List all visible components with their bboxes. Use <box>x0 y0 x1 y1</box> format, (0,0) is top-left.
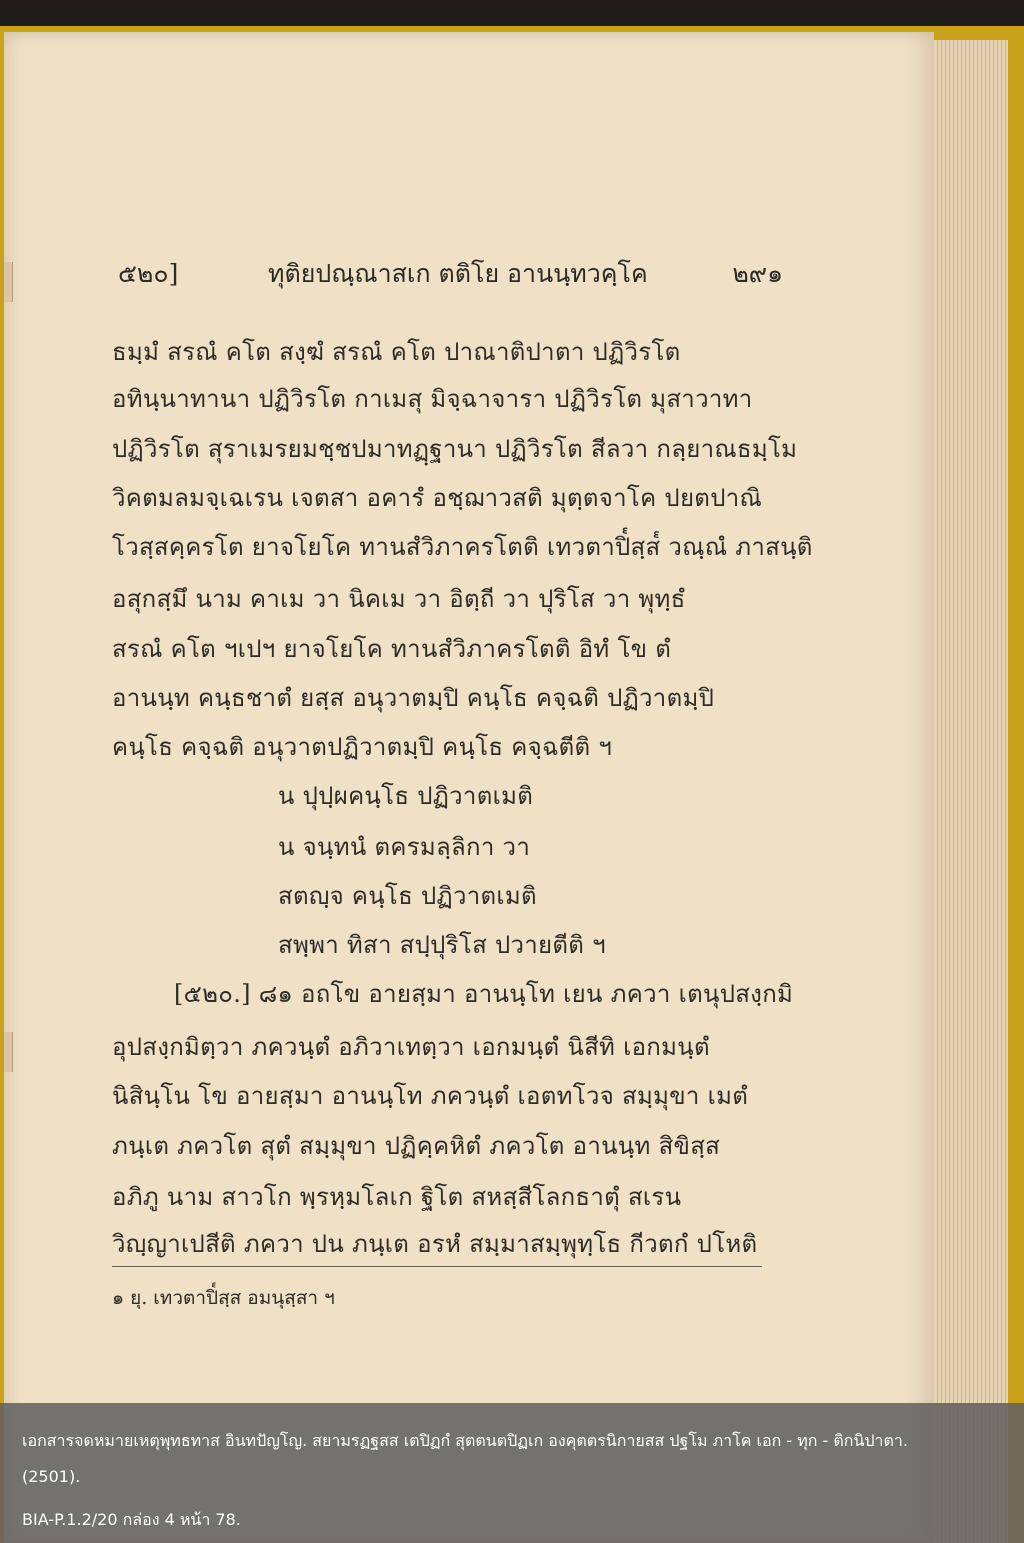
text-line: อานนฺท คนฺธชาตํ ยสฺส อนุวาตมฺปิ คนฺโธ คจฺฉติ ปฏิวาตมฺปิ <box>112 684 715 712</box>
text-line: ภนฺเต ภควโต สุตํ สมฺมุขา ปฏิคฺคหิตํ ภควโต อานนฺท สิขิสฺส <box>112 1132 721 1160</box>
text-line: คนฺโธ คจฺฉติ อนุวาตปฏิวาตมฺปิ คนฺโธ คจฺฉตีติ ฯ <box>112 733 613 761</box>
text-line: นิสินฺโน โข อายสฺมา อานนฺโท ภควนฺตํ เอตทโวจ สมฺมุขา เมตํ <box>112 1082 749 1110</box>
caption-year: (2501). <box>22 1467 81 1486</box>
caption-reference: BIA-P.1.2/20 กล่อง 4 หน้า 78. <box>22 1510 241 1529</box>
footnote-divider <box>112 1266 762 1267</box>
header-page-number: ๒๙๑ <box>732 259 783 288</box>
text-line: ปฏิวิรโต สุราเมรยมชฺชปมาทฏฺฐานา ปฏิวิรโต สีลวา กลฺยาณธมฺโม <box>112 435 798 463</box>
text-line: สรณํ คโต ฯเปฯ ยาจโยโค ทานสํวิภาครโตติ อิทํ โข ตํ <box>112 635 672 663</box>
text-line: [๕๒๐.] ๘๑ อถโข อายสฺมา อานนฺโท เยน ภควา เตนุปสงฺกมิ <box>174 980 794 1008</box>
text-line: วิญฺญาเปสีติ ภควา ปน ภนฺเต อรหํ สมฺมาสมฺพุทฺโธ กีวตกํ ปโหติ <box>112 1230 758 1258</box>
text-line: อทินฺนาทานา ปฏิวิรโต กาเมสุ มิจฺฉาจารา ปฏิวิรโต มุสาวาทา <box>112 385 753 413</box>
archive-caption-overlay <box>0 1403 1024 1543</box>
running-header <box>118 254 783 294</box>
verse-line: สตญฺจ คนฺโธ ปฏิวาตเมติ <box>278 882 537 910</box>
text-line: โวสฺสคฺครโต ยาจโยโค ทานสํวิภาครโตติ เทวตาปิ๎สฺส๎ วณฺณํ ภาสนฺติ <box>112 533 813 561</box>
text-line: วิคตมลมจฺเฉเรน เจตสา อคารํ อชฺฌาวสติ มุตฺตจาโค ปยตปาณิ <box>112 484 763 512</box>
footnote: ๑ ยุ. เทวตาปิ๎สฺส อมนุสฺสา ฯ <box>112 1287 335 1309</box>
text-line: ธมฺมํ สรณํ คโต สงฺฆํ สรณํ คโต ปาณาติปาตา ปฏิวิรโต <box>112 338 681 366</box>
text-line: อภิภู นาม สาวโก พฺรหฺมโลเก ฐิโต สหสฺสีโลกธาตุํ สเรน <box>112 1183 682 1211</box>
text-line: อุปสงฺกมิตฺวา ภควนฺตํ อภิวาเทตฺวา เอกมนฺตํ นิสีทิ เอกมนฺตํ <box>112 1033 710 1061</box>
verse-line: น ปุปฺผคนฺโธ ปฏิวาตเมติ <box>278 782 534 810</box>
text-line: อสุกสฺมึ นาม คาเม วา นิคเม วา อิตฺถี วา ปุริโส วา พุทฺธํ <box>112 585 686 613</box>
header-section-number: ๕๒๐] <box>118 259 179 288</box>
verse-line: น จนฺทนํ ตครมลฺลิกา วา <box>278 833 531 861</box>
binding-mark <box>4 262 13 302</box>
header-title: ทุติยปณฺณาสเก ตติโย อานนฺทวคฺโค <box>268 259 648 288</box>
binding-mark <box>4 1032 13 1072</box>
book-top-edge <box>0 0 1024 26</box>
caption-title: เอกสารจดหมายเหตุพุทธทาส อินทปัญโญ. สยามรฏฐสส เตปิฏกํ สุตตนตปิฏเก องคุตตรนิกายสส ปฐโม ภาโค เอก - ทุก - ติกนิปาตา. <box>22 1431 908 1450</box>
verse-line: สพฺพา ทิสา สปฺปุริโส ปวายตีติ ฯ <box>278 931 606 959</box>
